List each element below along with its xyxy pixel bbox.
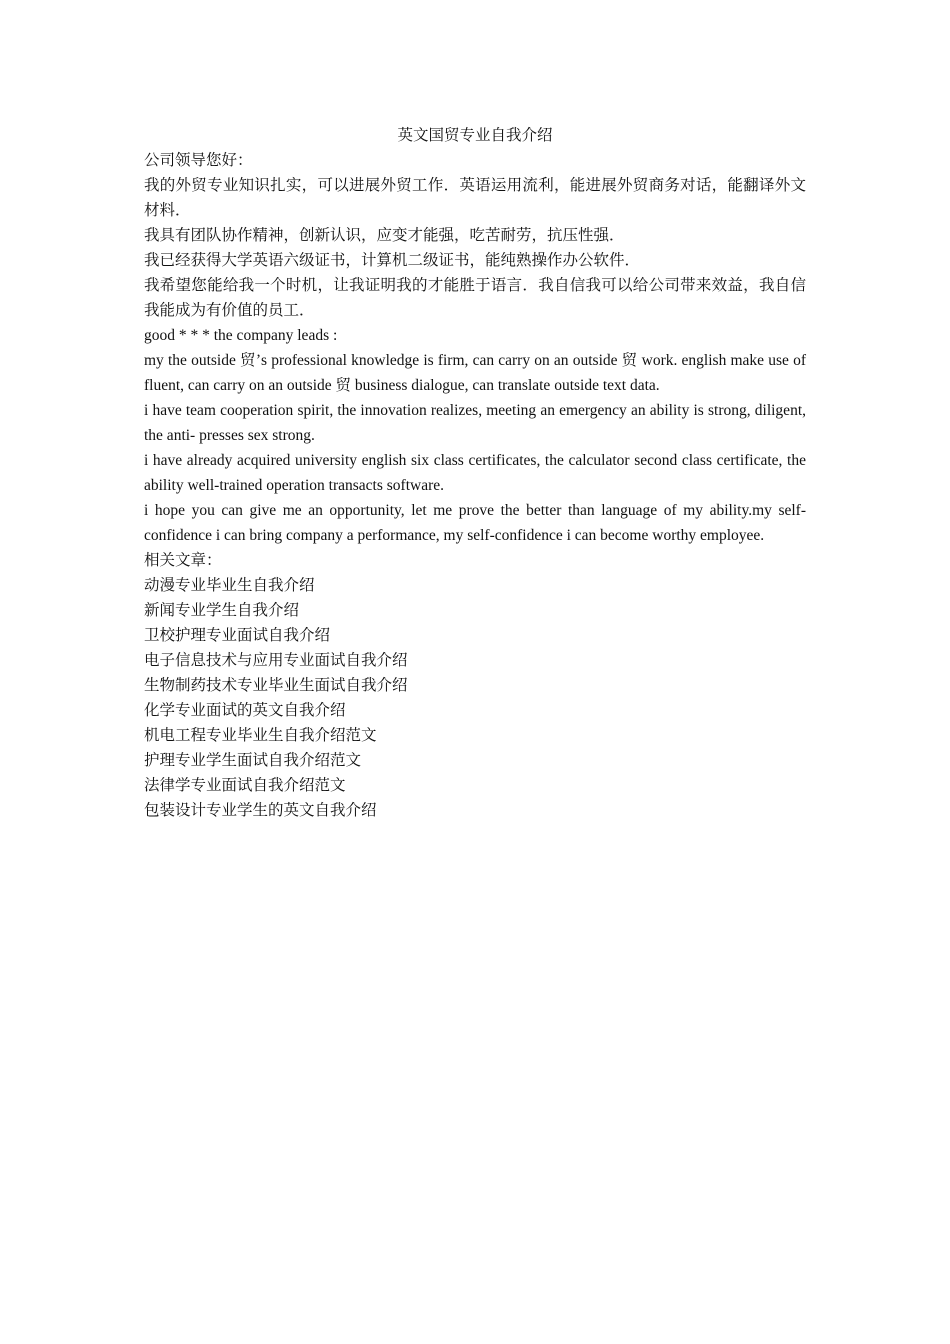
document-page — [144, 123, 806, 823]
greeting-cn: 公司领导您好： — [144, 151, 253, 169]
related-article-link[interactable]: 动漫专业毕业生自我介绍 — [144, 576, 315, 594]
related-article-link[interactable]: 新闻专业学生自我介绍 — [144, 601, 300, 619]
related-article-link[interactable]: 电子信息技术与应用专业面试自我介绍 — [144, 651, 408, 669]
related-article-link[interactable]: 机电工程专业毕业生自我介绍范文 — [144, 726, 377, 744]
related-article-link[interactable]: 法律学专业面试自我介绍范文 — [144, 776, 346, 794]
paragraph-en-4: i hope you can give me an opportunity, let me prove the better than language of my ability.my self-confidence i can bring company a performance, my self-confidence i can become worthy employee. — [144, 502, 806, 544]
related-article-link[interactable]: 卫校护理专业面试自我介绍 — [144, 626, 331, 644]
paragraph-cn-4: 我希望您能给我一个时机，让我证明我的才能胜于语言．我自信我可以给公司带来效益，我自信我能成为有价值的员工． — [144, 276, 806, 319]
related-articles-list — [144, 573, 806, 823]
paragraph-en-1: my the outside 贸’s professional knowledge is firm, can carry on an outside 贸 work. english make use of fluent, can carry on an outside 贸 business dialogue, can translate outside text data. — [144, 352, 806, 394]
related-heading: 相关文章： — [144, 551, 222, 569]
document-title: 英文国贸专业自我介绍 — [397, 126, 553, 144]
paragraph-cn-3: 我已经获得大学英语六级证书，计算机二级证书，能纯熟操作办公软件． — [144, 251, 641, 269]
paragraph-en-2: i have team cooperation spirit, the innovation realizes, meeting an emergency an ability is strong, diligent, the anti- presses sex strong. — [144, 402, 806, 444]
paragraph-cn-1: 我的外贸专业知识扎实，可以进展外贸工作．英语运用流利，能进展外贸商务对话，能翻译外文材料． — [144, 176, 806, 219]
paragraph-en-3: i have already acquired university english six class certificates, the calculator second class certificate, the ability well-trained operation transacts software. — [144, 452, 806, 494]
related-article-link[interactable]: 化学专业面试的英文自我介绍 — [144, 701, 346, 719]
related-article-link[interactable]: 包装设计专业学生的英文自我介绍 — [144, 801, 377, 819]
greeting-en: good * * * the company leads : — [144, 327, 338, 344]
paragraph-cn-2: 我具有团队协作精神，创新认识，应变才能强，吃苦耐劳，抗压性强． — [144, 226, 625, 244]
related-article-link[interactable]: 护理专业学生面试自我介绍范文 — [144, 751, 362, 769]
related-article-link[interactable]: 生物制药技术专业毕业生面试自我介绍 — [144, 676, 408, 694]
